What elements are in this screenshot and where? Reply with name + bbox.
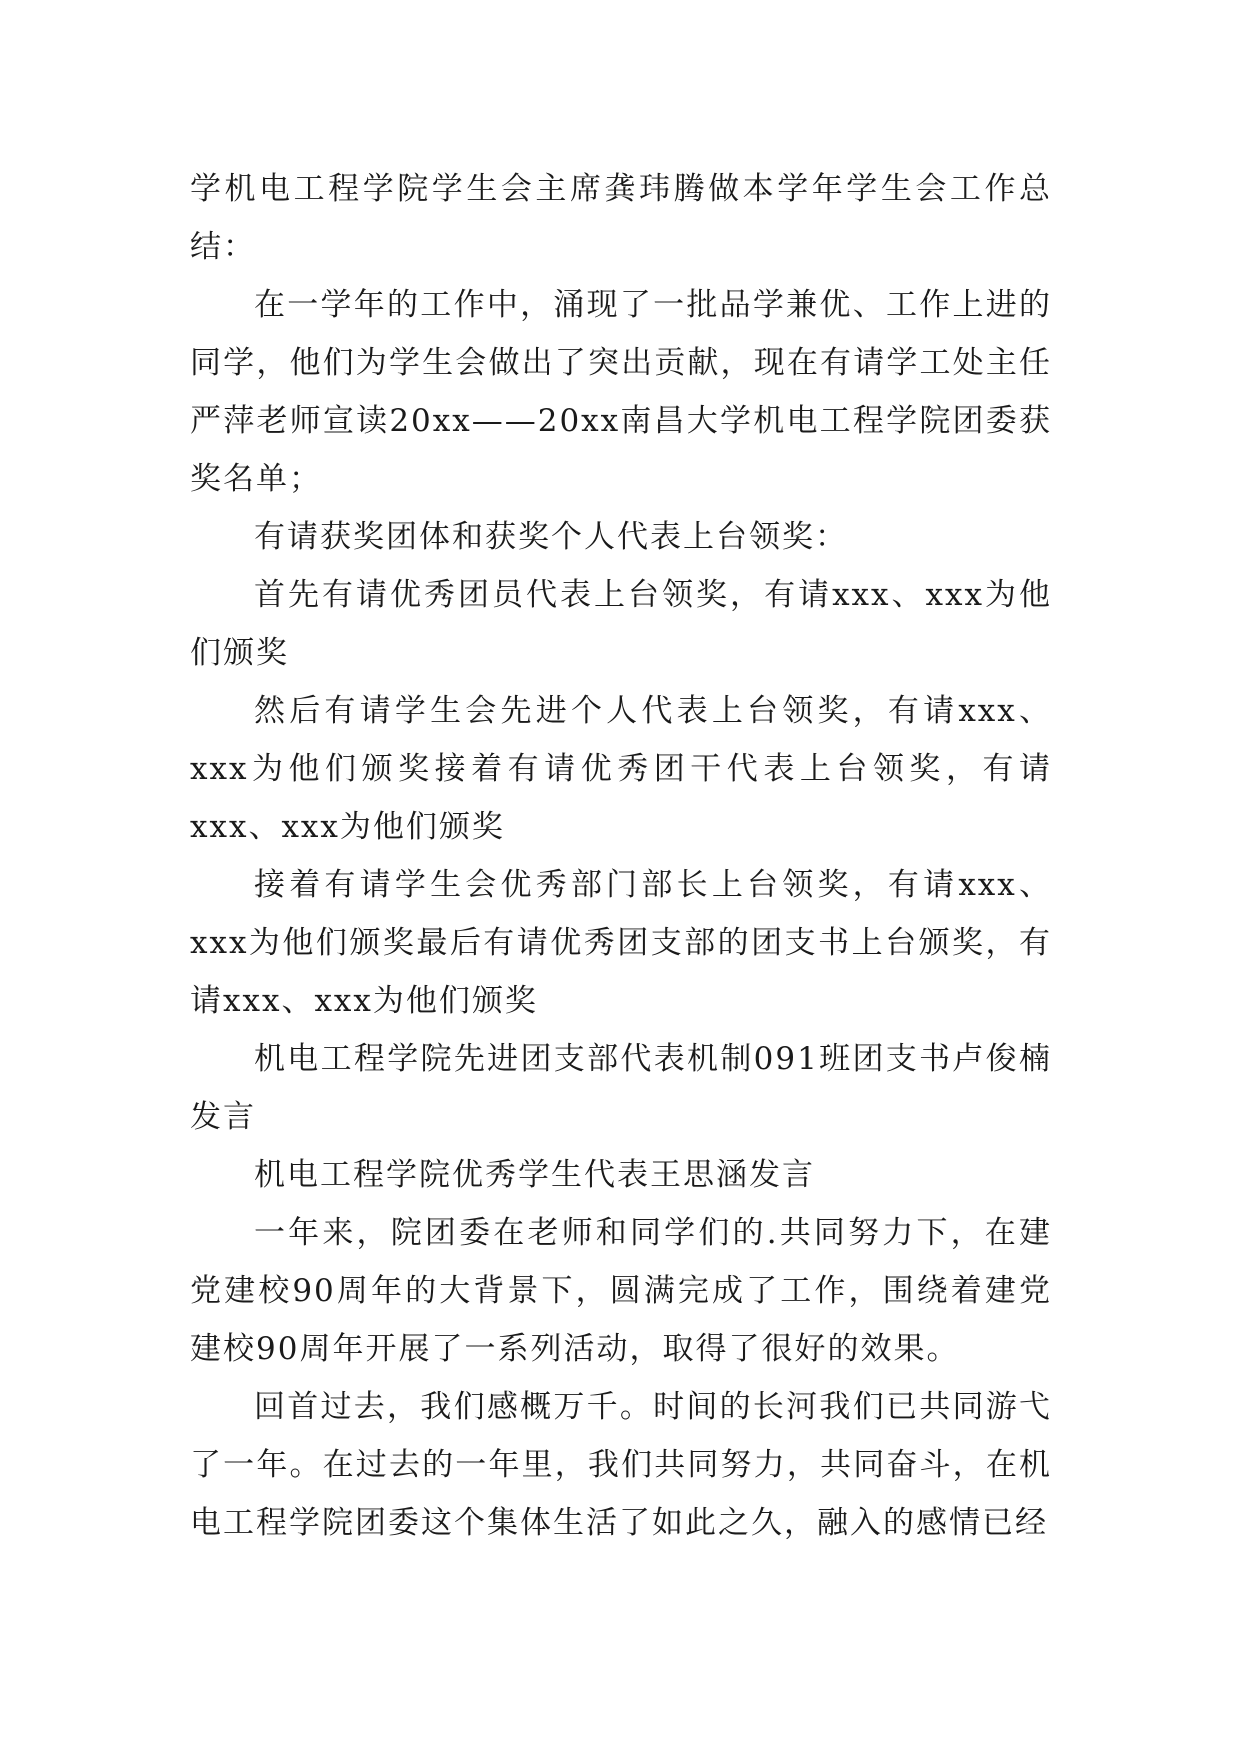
paragraph-invite-winners: 有请获奖团体和获奖个人代表上台领奖： <box>254 519 848 555</box>
paragraph-looking-back: 回首过去，我们感概万千。时间的长河我们已共同游弋了一年。在过去的一年里，我们共同努力，共同奋斗，在机电工程学院团委这个集体生活了如此之久，融入的感情已经 <box>190 1389 1052 1541</box>
paragraph-student-speech: 机电工程学院优秀学生代表王思涵发言 <box>254 1157 815 1193</box>
paragraph-year-summary: 一年来，院团委在老师和同学们的.共同努力下，在建党建校90周年的大背景下，圆满完成了工作，围绕着建党建校90周年开展了一系列活动，取得了很好的效果。 <box>190 1215 1052 1367</box>
paragraph-award-list: 在一学年的工作中，涌现了一批品学兼优、工作上进的同学，他们为学生会做出了突出贡献，现在有请学工处主任严萍老师宣读20xx——20xx南昌大学机电工程学院团委获奖名单； <box>190 287 1052 497</box>
paragraph-intro: 学机电工程学院学生会主席龚玮腾做本学年学生会工作总结： <box>190 171 1052 265</box>
paragraph-advanced-individuals: 然后有请学生会先进个人代表上台领奖，有请xxx、xxx为他们颁奖接着有请优秀团干代表上台领奖，有请xxx、xxx为他们颁奖 <box>190 693 1052 845</box>
paragraph-branch-speech: 机电工程学院先进团支部代表机制091班团支书卢俊楠发言 <box>190 1041 1052 1135</box>
paragraph-department-heads: 接着有请学生会优秀部门部长上台领奖，有请xxx、xxx为他们颁奖最后有请优秀团支部的团支书上台颁奖，有请xxx、xxx为他们颁奖 <box>190 867 1052 1019</box>
document-body <box>190 160 1052 1552</box>
paragraph-outstanding-members: 首先有请优秀团员代表上台领奖，有请xxx、xxx为他们颁奖 <box>190 577 1052 671</box>
